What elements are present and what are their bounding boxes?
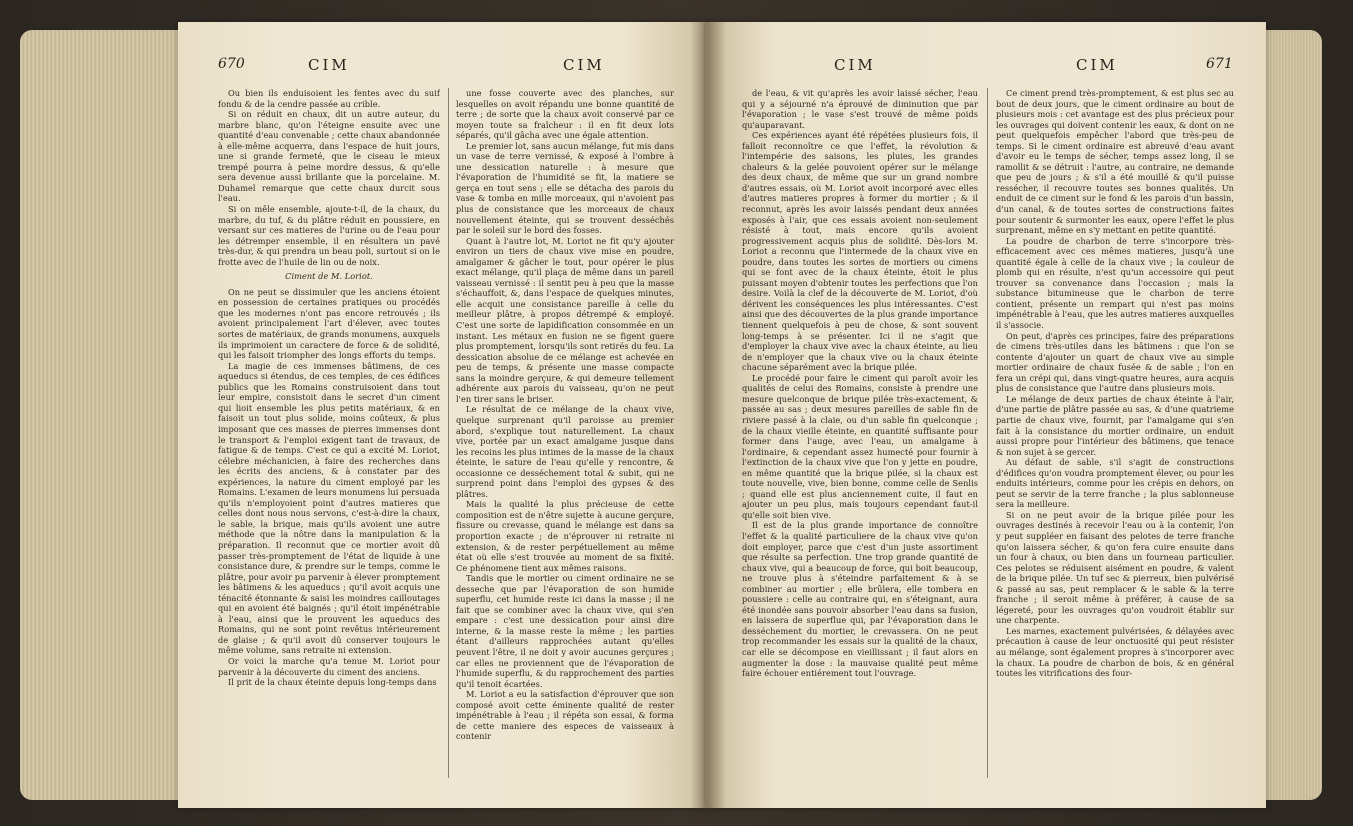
right-running-head xyxy=(746,56,1236,82)
right-page xyxy=(706,22,1266,808)
paragraph: Si on mêle ensemble, ajoute-t-il, de la chaux, du marbre, du tuf, & du plâtre réduit en poussiere, en versant sur ces matieres de l'urine ou de l'eau pour les détremper ensemble, il en résultera un pavé très-dur, & qui prendra un beau poli, surtout si on le frotte avec de l'huile de lin ou de noix. xyxy=(218,204,440,267)
left-page-edges xyxy=(20,30,180,800)
paragraph: Tandis que le mortier ou ciment ordinaire ne se desseche que par l'évaporation de son humide superflu, cet humide reste ici dans la masse ; il ne fait que se combiner avec la chaux vive, qui s'en empare : c'est une dessication pour ainsi dire interne, & la masse reste la même ; les parties étant d'ailleurs rapprochées autant qu'elles peuvent l'être, il ne doit y avoir aucunes gerçures ; car elles ne proviennent que de l'évaporation de l'humide superflu, & du rapprochement des parties qu'il tenoit écartées. xyxy=(456,573,674,689)
paragraph: M. Loriot a eu la satisfaction d'éprouver que son composé avoit cette éminente qualité de rester impénétrable à l'eau ; il répéta son essai, & forma de cette maniere des especes de vaisseaux à contenir xyxy=(456,689,674,742)
paragraph: Le premier lot, sans aucun mélange, fut mis dans un vase de terre vernissé, & exposé à l'ombre à une dessication naturelle : à mesure que l'évaporation de l'humidité se fit, la matiere se gerça en tout sens ; elle se détacha des parois du vase & tomba en mille morceaux, qui n'avoient pas plus de consistance que les morceaux de chaux nouvellement éteinte, qui se trouvent desséchés par le soleil sur le bord des fosses. xyxy=(456,140,674,236)
right-page-edges xyxy=(1262,30,1322,800)
left-page-number: 670 xyxy=(218,56,245,72)
right-head-word-1: CIM xyxy=(834,56,876,74)
paragraph: une fosse couverte avec des planches, sur lesquelles on avoit répandu une bonne quantité de terre ; de sorte que la chaux avoit conservé par ce moyen toute sa fraîcheur : il en fit deux lots séparés, qu'il gâcha avec une égale attention. xyxy=(456,88,674,141)
paragraph: de l'eau, & vit qu'après les avoir laissé sécher, l'eau qui y a séjourné n'a éprouvé de diminution que par l'évaporation ; le vase s'est trouvé de même poids qu'auparavant. xyxy=(742,88,978,130)
paragraph: Le procédé pour faire le ciment qui paroît avoir les qualités de celui des Romains, consiste à prendre une mesure quelconque de brique pilée très-exactement, & passée au sas ; deux mesures pareilles de sable fin de riviere passé à la claie, ou d'un sable fin quelconque ; de la chaux vieille éteinte, en quantité suffisante pour former dans l'auge, avec l'eau, un amalgame à l'ordinaire, & cependant assez humecté pour fournir à l'extinction de la chaux vive que l'on y jette en poudre, en même quantité que la brique pilée, si la chaux est toute nouvelle, vive, bien bonne, comme celle de Senlis ; quand elle est plus anciennement cuite, il faut en ajouter un peu plus, mais toujours cependant faut-il qu'elle soit bien vive. xyxy=(742,372,978,520)
paragraph: Le résultat de ce mélange de la chaux vive, quelque surprenant qu'il paroisse au premier abord, s'explique tout naturellement. La chaux vive, portée par un exact amalgame jusque dans les recoins les plus intimes de la masse de la chaux éteinte, le sature de l'eau qu'elle y rencontre, & occasionne ce desséchement total & subit, qui ne surprend point dans l'emploi des gypses & des plâtres. xyxy=(456,404,674,499)
left-head-word-1: CIM xyxy=(308,56,350,74)
left-page-column-1 xyxy=(218,88,440,788)
right-page-column-2 xyxy=(996,88,1234,788)
paragraph: Mais la qualité la plus précieuse de cette composition est de n'être sujette à aucune gerçure, fissure ou crevasse, quand le mélange est dans sa proportion exacte ; de n'éprouver ni retraite ni extension, & de rester perpétuellement au même état où elle s'est trouvée au moment de sa fixité. Ce phénomene tient aux mêmes raisons. xyxy=(456,499,674,573)
paragraph: La magie de ces immenses bâtimens, de ces aqueducs si étendus, de ces temples, de ces édifices publics que les Romains construisoient dans tout leur empire, consistoit dans le secret d'un ciment qui lioit ensemble les plus petits matériaux, & en faisoit un tout plus solide, moins coûteux, & plus imposant que ces masses de pierres immenses dont le transport & l'emploi exigent tant de travaux, de fatigue & de temps. C'est ce qui a excité M. Loriot, célebre méchanicien, à faire des recherches dans les écrits des anciens, & à constater par des expériences, la nature du ciment employé par les Romains. L'examen de leurs monumens lui persuada qu'ils n'employoient point d'autres matieres que celles dont nous nous servons, c'est-à-dire la chaux, le sable, la brique, mais qu'ils avoient une autre méthode que la nôtre dans la manipulation & la préparation. Il reconnut que ce mortier avoit dû passer très-promptement de l'état de liquide à une consistance dure, & prendre sur le temps, comme le plâtre, pour avoir pu parvenir à élever promptement les bâtimens & les aqueducs ; qu'il avoit acquis une ténacité étonnante & saisi les moindres cailloutages qui en avoient été baignés ; qu'il étoit impénétrable à l'eau, ainsi que le prouvent les aqueducs des Romains, qui ne sont point revêtus intérieurement de glaise ; & qu'il avoit dû conserver toujours le même volume, sans retraite ni extension. xyxy=(218,360,440,656)
left-head-word-2: CIM xyxy=(563,56,605,74)
paragraph: Les marnes, exactement pulvérisées, & délayées avec précaution à cause de leur onctuosité qui peut résister au mélange, sont également propres à s'incorporer avec la chaux. La poudre de charbon de bois, & en général toutes les vitrifications des four- xyxy=(996,625,1234,679)
book-gutter-shadow xyxy=(690,20,726,810)
column-rule xyxy=(448,88,449,778)
paragraph: Ce ciment prend très-promptement, & est plus sec au bout de deux jours, que le ciment ordinaire au bout de plusieurs mois : cet avantage est des plus précieux pour les ouvrages qui doivent contenir les eaux, & dont on ne peut quelquefois empêcher l'abord que très-peu de temps. Si le ciment ordinaire est abreuvé d'eau avant d'avoir eu le temps de sécher, temps assez long, il se ramollit & se détruit : l'autre, au contraire, ne demande que peu de jours ; & s'il a été mouillé & qu'il puisse ressécher, il recouvre toutes ses bonnes qualités. Un enduit de ce ciment sur le fond & les parois d'un bassin, d'un canal, & de toutes sortes de constructions faites pour soutenir & surmonter les eaux, opere l'effet le plus surprenant, même en s'y mettant en petite quantité. xyxy=(996,88,1234,236)
paragraph: Or voici la marche qu'a tenue M. Loriot pour parvenir à la découverte du ciment des anciens. xyxy=(218,655,440,677)
right-page-column-1 xyxy=(742,88,978,788)
paragraph: Ces expériences ayant été répétées plusieurs fois, il falloit reconnoître ce que l'effet, la révolution & l'intempérie des saisons, les pluies, les grandes chaleurs & la gelée pouvoient opérer sur le mélange des deux chaux, de même que sur un grand nombre d'autres essais, où M. Loriot avoit incorporé avec elles d'autres matieres propres à former du mortier ; & il reconnut, après les avoir laissés pendant deux années exposés à l'air, que ces essais avoient non-seulement résisté à tout, mais encore qu'ils avoient progressivement acquis plus de solidité. Dès-lors M. Loriot a reconnu que l'intermede de la chaux vive en poudre, dans toutes les sortes de mortiers ou cimens qui se font avec de la chaux éteinte, étoit le plus puissant moyen d'obtenir toutes les perfections que l'on desire. Voilà la clef de la découverte de M. Loriot, d'où dérivent les conséquences les plus intéressantes. C'est ainsi que des découvertes de la plus grande importance tiennent quelquefois à peu de chose, & sont souvent long-temps à se présenter. Ici il ne s'agit que d'employer la chaux vive avec la chaux éteinte, au lieu de n'employer que la chaux vive ou la chaux éteinte chacune séparément avec la brique pilée. xyxy=(742,130,978,373)
paragraph: Il est de la plus grande importance de connoître l'effet & la qualité particuliere de la chaux vive qu'on doit employer, parce que c'est d'un juste assortiment que résulte sa perfection. Une trop grande quantité de chaux vive, qui a beaucoup de force, qui boit beaucoup, ne trouve plus à s'éteindre parfaitement & à se combiner au mortier ; elle brûlera, elle tombera en poussiere : celle au contraire qui, en s'éteignant, aura été inondée sans pouvoir absorber l'eau dans sa fusion, en laissera de superflue qui, par l'évaporation dans le desséchement du mortier, le crevassera. On ne peut trop recommander les essais sur la qualité de la chaux, car elle se décompose en vieillissant ; il faut alors en augmenter la dose : la mauvaise qualité peut même faire échouer entiérement tout l'ouvrage. xyxy=(742,520,978,679)
paragraph: Il prit de la chaux éteinte depuis long-temps dans xyxy=(228,677,437,688)
right-page-number: 671 xyxy=(1206,56,1233,72)
column-rule xyxy=(987,88,988,778)
paragraph: Ou bien ils enduisoient les fentes avec du suif fondu & de la cendre passée au crible. xyxy=(218,88,440,109)
paragraph: Au défaut de sable, s'il s'agit de constructions d'édifices qu'on voudra promptement élever, ou pour les enduits intérieurs, comme pour les crépis en dehors, on peut se servir de la terre franche ; la plus sablonneuse sera la meilleure. xyxy=(996,457,1234,510)
left-page-column-2 xyxy=(456,88,674,788)
paragraph: Le mélange de deux parties de chaux éteinte à l'air, d'une partie de plâtre passée au sas, & d'une quatrieme partie de chaux vive, fournit, par l'amalgame qui s'en fait à la consistance du mortier ordinaire, un enduit aussi propre pour l'intérieur des bâtimens, que tenace & non sujet à se gercer. xyxy=(996,393,1234,457)
right-head-word-2: CIM xyxy=(1076,56,1118,74)
section-subtitle: Ciment de M. Loriot. xyxy=(285,271,373,282)
paragraph: On peut, d'après ces principes, faire des préparations de cimens très-utiles dans les bâtimens : que l'on se contente d'ajouter un quart de chaux vive au simple mortier ordinaire de chaux fusée & de sable ; l'on en fera un crépi qui, dans vingt-quatre heures, aura acquis plus de consistance que l'autre dans plusieurs mois. xyxy=(996,330,1234,394)
left-running-head xyxy=(218,56,688,82)
paragraph: Si on réduit en chaux, dit un autre auteur, du marbre blanc, qu'on l'éteigne ensuite avec une quantité d'eau convenable ; cette chaux abandonnée à elle-même acquerra, dans l'espace de huit jours, une si grande fermeté, que le ciseau le mieux trempé pourra à peine mordre dessus, & qu'elle sera devenue aussi brillante que la porcelaine. M. Duhamel remarque que cette chaux durcit sous l'eau. xyxy=(218,109,440,204)
paragraph: Si on ne peut avoir de la brique pilée pour les ouvrages destinés à recevoir l'eau ou à la contenir, l'on y peut suppléer en faisant des pelotes de terre franche qu'on laissera sécher, & qu'on fera cuire ensuite dans un four à chaux, ou bien dans un fourneau particulier. Ces pelotes se réduisent aisément en poudre, & valent de la brique pilée. Un tuf sec & pierreux, bien pulvérisé & passé au sas, peut remplacer & le sable & la terre franche ; il seroit même à préférer, à cause de sa légereté, pour les ouvrages qu'on voudroit établir sur une charpente. xyxy=(996,509,1234,626)
left-page xyxy=(178,22,706,808)
paragraph: On ne peut se dissimuler que les anciens étoient en possession de certaines pratiques ou procédés que les modernes n'ont pas encore retrouvés ; ils avoient principalement l'art d'élever, avec toutes sortes de matériaux, de grands monumens, auxquels ils imprimoient un caractere de force & de solidité, qui les faisoit triompher des longs efforts du temps. xyxy=(218,286,440,361)
paragraph: La poudre de charbon de terre s'incorpore très-efficacement avec ces mêmes matieres, jusqu'à une quantité égale à celle de la chaux vive ; la couleur de plomb qui en résulte, n'est qu'un accessoire qui peut trouver sa convenance dans l'occasion ; mais la substance bitumineuse que le charbon de terre contient, présente un rempart qui n'est pas moins impénétrable à l'eau, que les autres matieres auxquelles il s'associe. xyxy=(996,235,1234,331)
paragraph: Quant à l'autre lot, M. Loriot ne fit qu'y ajouter environ un tiers de chaux vive mise en poudre, amalgamer & gâcher le tout, pour opérer le plus exact mélange, qu'il plaça de même dans un pareil vaisseau vernissé : il sentit peu à peu que la masse s'échauffoit, &, dans l'espace de quelques minutes, elle acquit une consistance pareille à celle du meilleur plâtre, à propos détrempé & employé. C'est une sorte de lapidification consommée en un instant. Les métaux en fusion ne se figent guere plus promptement, lorsqu'ils sont retirés du feu. La dessication absolue de ce mélange est achevée en peu de temps, & présente une masse compacte sans la moindre gerçure, & qui demeure tellement adhérente aux parois du vaisseau, qu'on ne peut l'en tirer sans le briser. xyxy=(456,235,674,404)
